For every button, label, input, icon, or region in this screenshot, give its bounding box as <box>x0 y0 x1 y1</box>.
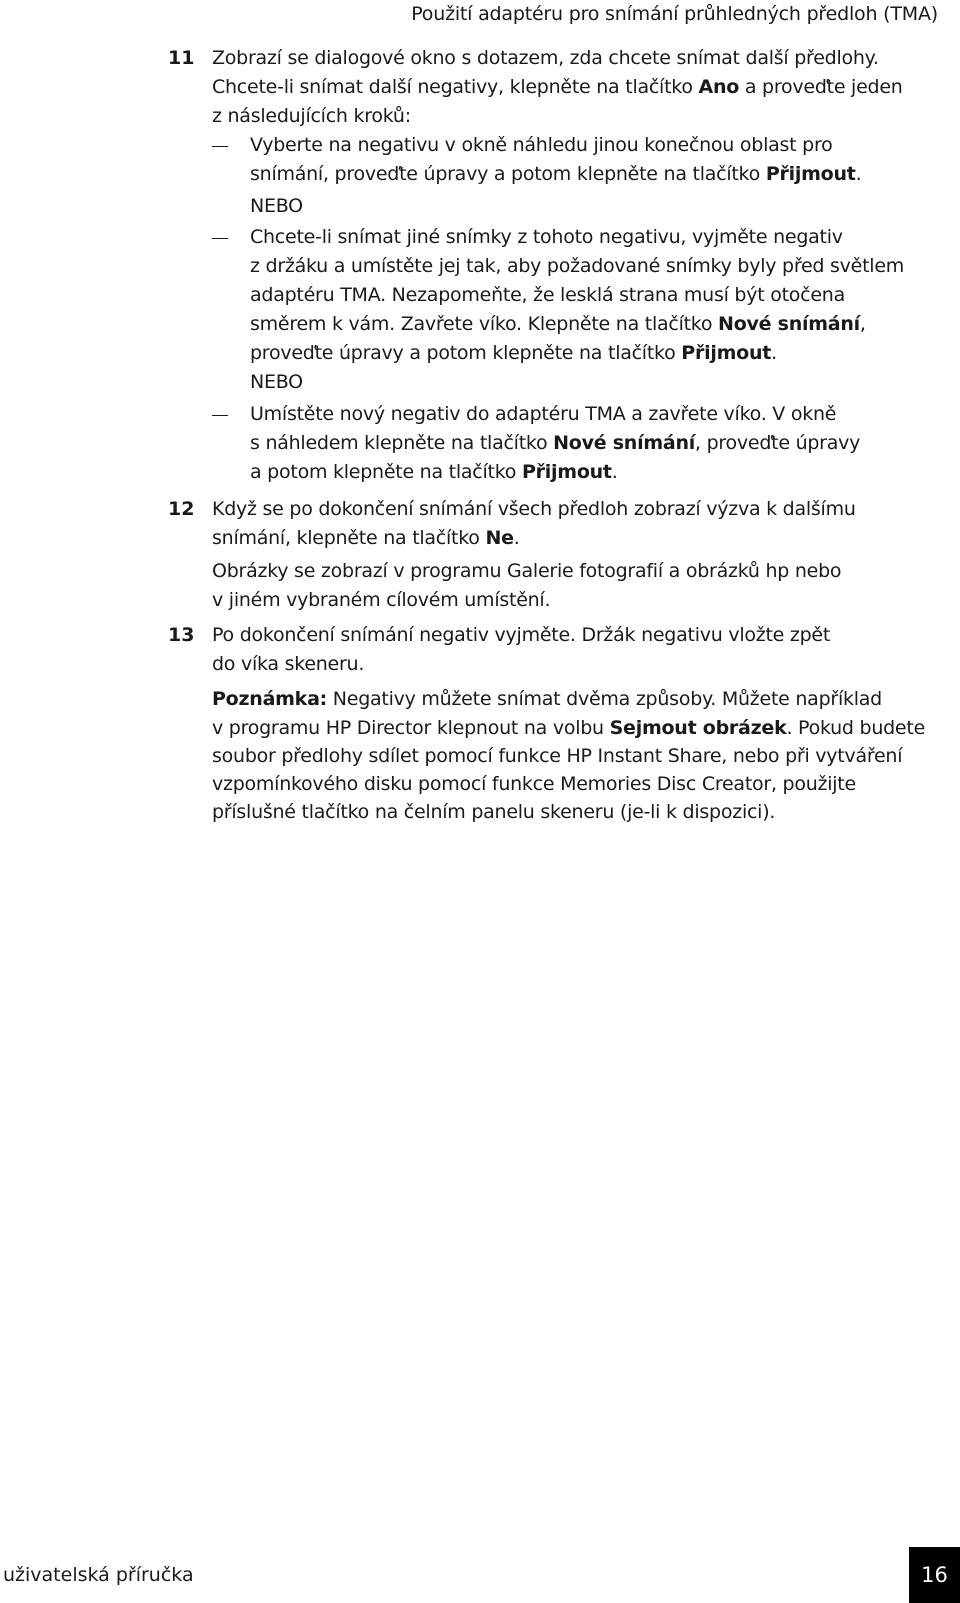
note-line: soubor předlohy sdílet pomocí funkce HP Instant Share, nebo při vytváření <box>212 745 903 767</box>
footer-title: uživatelská příručka <box>3 1564 194 1586</box>
ne-button-reference: Ne <box>485 527 514 549</box>
page-number: 16 <box>909 1547 960 1603</box>
option-line: adaptéru TMA. Nezapomeňte, že lesklá strana musí být otočena <box>250 284 845 306</box>
nebo-separator: NEBO <box>250 195 303 217</box>
step-12-line: v jiném vybraném cílovém umístění. <box>212 589 551 611</box>
option-line: a potom klepněte na tlačítko Přijmout. <box>250 461 618 483</box>
prijmout-button-reference: Přijmout <box>765 163 856 185</box>
prijmout-button-reference: Přijmout <box>521 461 612 483</box>
step-11-number: 11 <box>168 47 195 69</box>
step-11-line: Chcete-li snímat další negativy, klepněte na tlačítko Ano a proveďte jeden <box>212 76 903 98</box>
option-line: Umístěte nový negativ do adaptéru TMA a zavřete víko. V okně <box>250 403 837 425</box>
step-13-number: 13 <box>168 624 195 646</box>
nove-snimani-button-reference: Nové snímání <box>553 432 695 454</box>
option-line: Vyberte na negativu v okně náhledu jinou konečnou oblast pro <box>250 134 833 156</box>
note-line: příslušné tlačítko na čelním panelu skeneru (je-li k dispozici). <box>212 801 776 823</box>
option-line: proveďte úpravy a potom klepněte na tlačítko Přijmout. <box>250 342 777 364</box>
step-12-line: snímání, klepněte na tlačítko Ne. <box>212 527 520 549</box>
nebo-separator: NEBO <box>250 371 303 393</box>
dash-bullet <box>212 415 228 416</box>
step-13-line: do víka skeneru. <box>212 653 365 675</box>
option-line: směrem k vám. Zavřete víko. Klepněte na tlačítko Nové snímání, <box>250 313 866 335</box>
ano-button-reference: Ano <box>698 76 740 98</box>
option-line: z držáku a umístěte jej tak, aby požadované snímky byly před světlem <box>250 255 905 277</box>
prijmout-button-reference: Přijmout <box>681 342 772 364</box>
option-line: Chcete-li snímat jiné snímky z tohoto negativu, vyjměte negativ <box>250 226 843 248</box>
dash-bullet <box>212 238 228 239</box>
step-12-number: 12 <box>168 498 195 520</box>
dash-bullet <box>212 146 228 147</box>
sejmout-obrazek-reference: Sejmout obrázek <box>609 717 787 739</box>
note-line: Poznámka: Negativy můžete snímat dvěma způsoby. Můžete například <box>212 688 882 710</box>
step-11-line: z následujících kroků: <box>212 105 411 127</box>
note-label: Poznámka: <box>212 688 327 710</box>
option-line: s náhledem klepněte na tlačítko Nové snímání, proveďte úpravy <box>250 432 861 454</box>
step-13-line: Po dokončení snímání negativ vyjměte. Držák negativu vložte zpět <box>212 624 831 646</box>
note-line: vzpomínkového disku pomocí funkce Memories Disc Creator, použijte <box>212 773 856 795</box>
nove-snimani-button-reference: Nové snímání <box>718 313 860 335</box>
note-line: v programu HP Director klepnout na volbu Sejmout obrázek. Pokud budete <box>212 717 926 739</box>
running-header: Použití adaptéru pro snímání průhledných předloh (TMA) <box>411 3 938 25</box>
step-12-line: Když se po dokončení snímání všech předloh zobrazí výzva k dalšímu <box>212 498 856 520</box>
step-11-line: Zobrazí se dialogové okno s dotazem, zda chcete snímat další předlohy. <box>212 47 879 69</box>
step-12-line: Obrázky se zobrazí v programu Galerie fotografií a obrázků hp nebo <box>212 560 842 582</box>
option-line: snímání, proveďte úpravy a potom klepněte na tlačítko Přijmout. <box>250 163 862 185</box>
